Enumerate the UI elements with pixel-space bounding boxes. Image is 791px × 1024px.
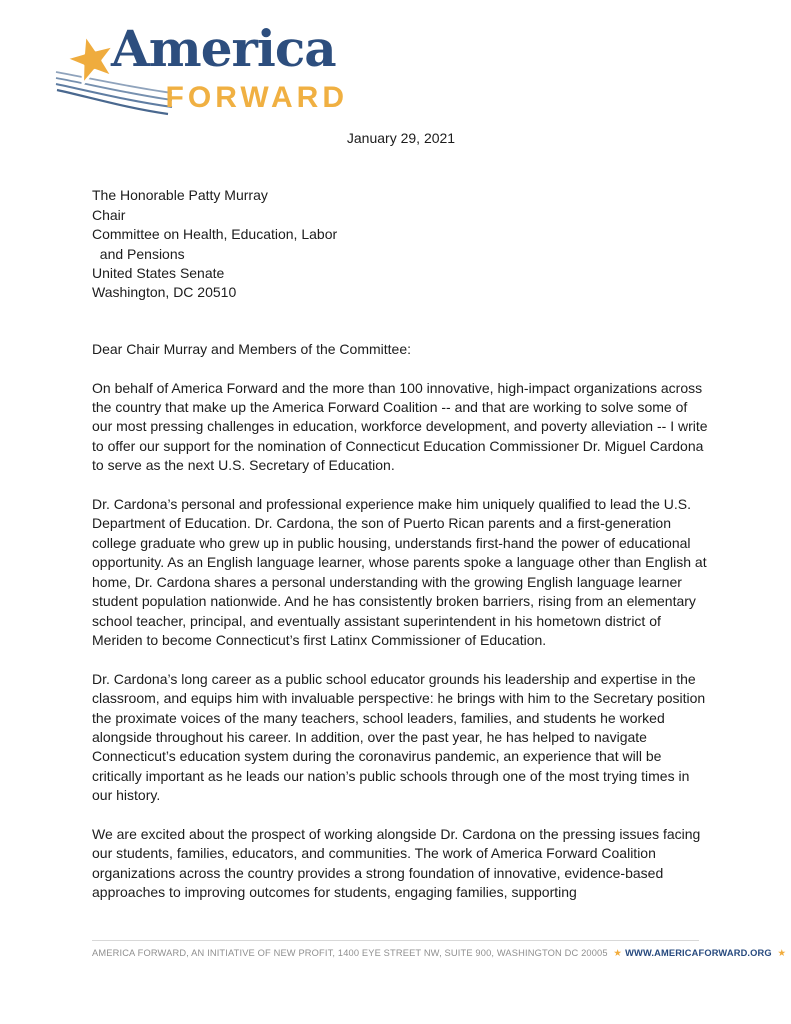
recipient-line: The Honorable Patty Murray [92, 187, 268, 204]
website-link[interactable]: WWW.AMERICAFORWARD.ORG [625, 948, 772, 958]
paragraph-educator-career: Dr. Cardona’s long career as a public school educator grounds his leadership and expertise in the classroom, and equips him with invaluable perspective: he brings with him to the Secretary position the proximate voices of the many teachers, school leaders, families, and students he worked alongside throughout his career. In addition, over the past year, he has helped to navigate Connecticut’s education system during the coronavirus pandemic, an experience that will be critically important as he leads our nation’s public schools through one of the most trying times in our history. [92, 670, 706, 804]
letter-body [92, 129, 710, 903]
footer-address-text: AMERICA FORWARD, AN INITIATIVE OF NEW PROFIT, 1400 EYE STREET NW, SUITE 900, WASHINGTON DC 20005 [92, 948, 608, 958]
america-forward-logo [54, 19, 354, 120]
recipient-line: Chair [92, 206, 126, 223]
logo-star-icon [66, 35, 114, 84]
logo-wordmark-america: America [111, 19, 336, 78]
paragraph-coalition-work: We are excited about the prospect of working alongside Dr. Cardona on the pressing issues facing our students, families, educators, and communities. The work of America Forward Coalition organizations across the country provides a strong foundation of innovative, evidence-based approaches to improving outcomes for students, engaging families, supporting [92, 825, 701, 901]
recipient-address-block [92, 186, 710, 302]
recipient-line: and Pensions [92, 245, 185, 262]
letterhead-footer [92, 940, 787, 959]
letter-date: January 29, 2021 [346, 130, 456, 146]
star-icon: ★ [613, 948, 623, 959]
recipient-line: United States Senate [92, 265, 225, 282]
recipient-line: Washington, DC 20510 [92, 284, 237, 301]
salutation: Dear Chair Murray and Members of the Committee: [92, 340, 411, 357]
logo-wordmark-forward: FORWARD [165, 81, 348, 114]
paragraph-personal-experience: Dr. Cardona’s personal and professional experience make him uniquely qualified to lead the U.S. Department of Education. Dr. Cardona, the son of Puerto Rican parents and a first-generation college graduate who grew up in public housing, understands first-hand the power of educational opportunity. As an English language learner, whose parents spoke a language other than English at home, Dr. Cardona shares a personal understanding with the growing English language learner student population nationwide. And he has consistently broken barriers, rising from an elementary school teacher, principal, and eventually assistant superintendent in his hometown district of Meriden to become Connecticut’s first Latinx Commissioner of Education. [92, 496, 707, 648]
paragraph-support-statement: On behalf of America Forward and the more than 100 innovative, high-impact organizations across the country that make up the America Forward Coalition -- and that are working to solve some of our most pressing challenges in education, workforce development, and poverty alleviation -- I write to offer our support for the nomination of Connecticut Education Commissioner Dr. Miguel Cardona to serve as the next U.S. Secretary of Education. [92, 379, 708, 474]
recipient-line: Committee on Health, Education, Labor [92, 226, 338, 243]
star-icon: ★ [777, 948, 787, 959]
